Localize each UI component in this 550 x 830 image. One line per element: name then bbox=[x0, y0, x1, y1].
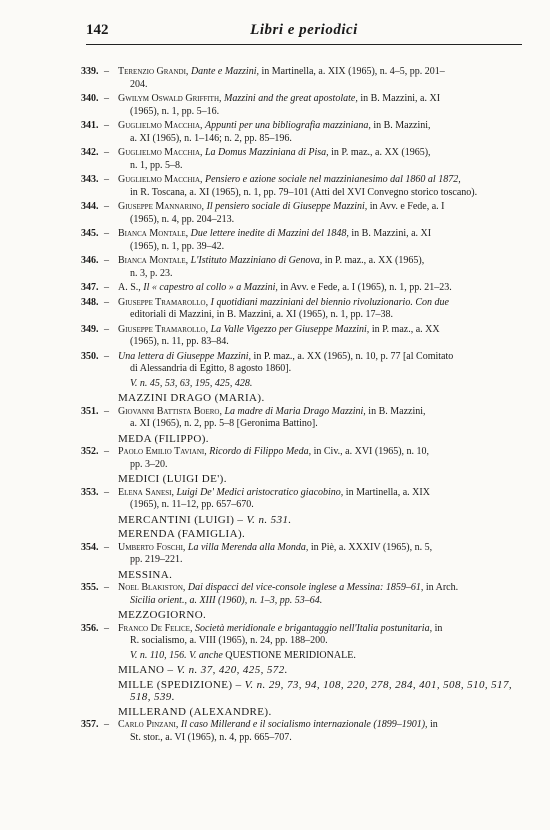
section-heading: MAZZINI DRAGO (MARIA). bbox=[118, 392, 265, 404]
entry-number: 342. bbox=[81, 147, 99, 158]
page-number: 142 bbox=[86, 22, 109, 38]
entry-author: Gwilym Oswald Griffith, bbox=[118, 93, 222, 104]
section-heading: MEZZOGIORNO. bbox=[118, 609, 207, 621]
bib-entry: 339. – Terenzio Grandi, Dante e Mazzini, in Martinella, a. XIX (1965), n. 4–5, pp. 201– 204. bbox=[84, 66, 532, 91]
entry-source-cont: n. 1, pp. 5–8. bbox=[130, 159, 183, 171]
entry-author: Giuseppe Tramarollo, bbox=[118, 323, 209, 335]
entry-source-cont: in R. Toscana, a. XI (1965), n. 1, pp. 79–101 (Atti del XVI Convegno storico toscano). bbox=[130, 186, 478, 198]
bib-entry: 345. – Bianca Montale, Due lettere inedite di Mazzini del 1848, in B. Mazzini, a. XI (1965), n. 1, pp. 39–42. bbox=[84, 228, 532, 253]
section-heading: MILANO – V. n. 37, 420, 425, 572. bbox=[118, 664, 288, 676]
bib-entry: 343. – Guglielmo Macchia, Pensiero e azione sociale nel mazzinianesimo dal 1860 al 1872, in R. Toscana, a. XI (1965), n. 1, pp. 79–101 (Atti del XVI Convegno storico toscano). bbox=[84, 174, 532, 199]
entry-author: Giuseppe Tramarollo, bbox=[118, 296, 209, 308]
entry-number: 345. bbox=[81, 228, 99, 239]
entry-title: I quotidiani mazziniani del biennio rivoluzionario. Con due bbox=[210, 296, 449, 308]
entry-title: Il « capestro al collo » a Mazzini, bbox=[143, 282, 278, 293]
entry-number: 348. bbox=[81, 296, 99, 308]
bib-entry: 356. – Franco De Felice, Società meridionale e brigantaggio nell'Italia postunitaria, in R. socialismo, a. VIII (1965), n. 24, pp. 188–200. bbox=[81, 622, 443, 646]
entry-source: in B. Mazzini, bbox=[373, 120, 431, 131]
entry-author: Guglielmo Macchia, bbox=[118, 147, 203, 158]
entry-number: 341. bbox=[81, 120, 99, 131]
entry-title: La Valle Vigezzo per Giuseppe Mazzini, bbox=[210, 323, 370, 335]
entry-number: 346. bbox=[81, 255, 99, 266]
entry-source-cont: (1965), n. 4, pp. 204–213. bbox=[130, 213, 235, 225]
entry-author: Bianca Montale, bbox=[118, 228, 189, 239]
section-heading: MERENDA (FAMIGLIA). bbox=[118, 528, 246, 540]
entry-title: Il pensiero sociale di Giuseppe Mazzini, bbox=[206, 201, 368, 212]
running-title: Libri e periodici bbox=[250, 22, 358, 38]
entry-number: 343. bbox=[81, 174, 99, 185]
bib-entry: 347. – A. S., Il « capestro al collo » a Mazzini, in Avv. e Fede, a. I (1965), n. 1, pp. 21–23. bbox=[81, 282, 452, 293]
entry-source: in P. maz., a. XX (1965), bbox=[324, 255, 425, 266]
entry-title: Dante e Mazzini, bbox=[190, 66, 259, 77]
entry-title: Appunti per una bibliografia mazziniana, bbox=[205, 120, 371, 131]
section-heading: MERCANTINI (LUIGI) – V. n. 531. bbox=[118, 513, 292, 526]
entry-source: in P. maz., a. XX bbox=[371, 323, 440, 335]
entry-source: in P. maz., a. XX (1965), bbox=[331, 147, 431, 158]
entry-source: in B. Mazzini, a. XI bbox=[360, 93, 441, 104]
entry-number: 340. bbox=[81, 93, 99, 104]
entry-number: 339. bbox=[81, 66, 99, 77]
entry-source-cont: (1965), n. 1, pp. 5–16. bbox=[130, 105, 220, 117]
entry-author: Bianca Montale, bbox=[118, 255, 189, 266]
entry-source-cont: (1965), n. 1, pp. 39–42. bbox=[130, 240, 225, 252]
entry-source-cont: di Alessandria di Egitto, 8 agosto 1860]. bbox=[130, 363, 292, 374]
entry-title: Pensiero e azione sociale nel mazzinianesimo dal 1860 al 1872, bbox=[205, 174, 461, 185]
bib-entry: 355. – Noel Blakiston, Dai dispacci del vice-console inglese a Messina: 1859–61, in Arch. Sicilia orient., a. XIII (1960), n. 1–3, pp. 53–64. bbox=[81, 582, 459, 606]
entry-author: Giuseppe Mannarino, bbox=[118, 201, 205, 212]
cross-reference: V. n. 45, 53, 63, 195, 425, 428. bbox=[130, 377, 253, 389]
entry-author: A. S., bbox=[118, 282, 141, 293]
entry-title: L'Istituto Mazziniano di Genova, bbox=[190, 255, 323, 266]
entry-source-cont: a. XI (1965), n. 1–146; n. 2, pp. 85–196. bbox=[130, 132, 292, 144]
entry-title: Una lettera di Giuseppe Mazzini, bbox=[118, 350, 252, 362]
entry-source-cont: (1965), n. 11, pp. 83–84. bbox=[130, 336, 229, 347]
cross-reference: V. n. 110, 156. V. anche QUESTIONE MERIDIONALE. bbox=[130, 649, 356, 661]
entry-author: Guglielmo Macchia, bbox=[118, 120, 203, 131]
entry-author: Guglielmo Macchia, bbox=[118, 174, 203, 185]
entry-title: Mazzini and the great apostolate, bbox=[224, 93, 358, 104]
bib-entry: 342. – Guglielmo Macchia, La Domus Mazziniana di Pisa, in P. maz., a. XX (1965), n. 1, pp. 5–8. bbox=[84, 147, 532, 172]
entry-source-cont: 204. bbox=[130, 78, 148, 90]
section-heading: MILLERAND (ALEXANDRE). bbox=[118, 705, 272, 718]
section-heading: MEDA (FILIPPO). bbox=[118, 432, 209, 445]
bibliography-content bbox=[81, 66, 532, 746]
bib-entry: 353. – Elena Sanesi, Luigi De' Medici aristocratico giacobino, in Martinella, a. XIX (1965), n. 11–12, pp. 657–670. bbox=[81, 486, 430, 510]
entry-source-cont: n. 3, p. 23. bbox=[130, 267, 173, 279]
entry-number: 349. bbox=[81, 323, 99, 335]
entry-title: Due lettere inedite di Mazzini del 1848, bbox=[190, 228, 349, 239]
bib-entry: 349. – Giuseppe Tramarollo, La Valle Vigezzo per Giuseppe Mazzini, in P. maz., a. XX (1965), n. 11, pp. 83–84. bbox=[84, 324, 532, 349]
section-heading: MEDICI (LUIGI DE'). bbox=[118, 473, 227, 485]
bib-entry: 357. – Carlo Pinzani, Il caso Millerand e il socialismo internazionale (1899–1901), in St. stor., a. VI (1965), n. 4, pp. 665–707. bbox=[81, 719, 438, 743]
bib-entry: 351. – Giovanni Battista Boero, La madre di Maria Drago Mazzini, in B. Mazzini, a. XI (1965), n. 2, pp. 5–8 [Geronima Battino]. bbox=[81, 405, 426, 429]
bib-entry: 352. – Paolo Emilio Taviani, Ricordo di Filippo Meda, in Civ., a. XVI (1965), n. 10, pp. 3–20. bbox=[81, 446, 430, 470]
bib-entry: 340. – Gwilym Oswald Griffith, Mazzini and the great apostolate, in B. Mazzini, a. XI (1965), n. 1, pp. 5–16. bbox=[84, 93, 532, 118]
bib-entry: 346. – Bianca Montale, L'Istituto Mazziniano di Genova, in P. maz., a. XX (1965), n. 3, p. 23. bbox=[84, 255, 532, 280]
bib-entry: 341. – Guglielmo Macchia, Appunti per una bibliografia mazziniana, in B. Mazzini, a. XI (1965), n. 1–146; n. 2, pp. 85–196. bbox=[84, 120, 532, 145]
bib-entry: 350. – Una lettera di Giuseppe Mazzini, in P. maz., a. XX (1965), n. 10, p. 77 [al Comitato di Alessandria di Egitto, 8 agosto 1860]. bbox=[84, 351, 532, 376]
section-heading: MILLE (SPEDIZIONE) – V. n. 29, 73, 94, 108, 220, 278, 284, 401, 508, 510, 517, 518, 539. bbox=[118, 678, 512, 703]
entry-number: 347. bbox=[81, 282, 99, 293]
entry-source: in Avv. e Fede, a. I (1965), n. 1, pp. 21–23. bbox=[280, 282, 452, 293]
entry-title: La Domus Mazziniana di Pisa, bbox=[205, 147, 329, 158]
entry-source-cont: editoriali di Mazzini, in B. Mazzini, a. XI (1965), n. 1, pp. 17–38. bbox=[130, 309, 394, 320]
entry-list bbox=[81, 66, 532, 376]
bib-entry: 344. – Giuseppe Mannarino, Il pensiero sociale di Giuseppe Mazzini, in Avv. e Fede, a. I (1965), n. 4, pp. 204–213. bbox=[84, 201, 532, 226]
entry-source: in P. maz., a. XX (1965), n. 10, p. 77 [al Comitato bbox=[253, 350, 454, 362]
entry-author: Terenzio Grandi, bbox=[118, 66, 189, 77]
bib-entry: 348. – Giuseppe Tramarollo, I quotidiani mazziniani del biennio rivoluzionario. Con due editoriali di Mazzini, in B. Mazzini, a. XI (1965), n. 1, pp. 17–38. bbox=[84, 297, 532, 322]
entry-source: in Martinella, a. XIX (1965), n. 4–5, pp. 201– bbox=[261, 66, 445, 77]
section-heading: MESSINA. bbox=[118, 568, 173, 581]
page-header bbox=[86, 22, 522, 45]
entry-source: in B. Mazzini, a. XI bbox=[351, 228, 432, 239]
entry-source: in Avv. e Fede, a. I bbox=[369, 201, 445, 212]
entry-number: 350. bbox=[81, 350, 99, 362]
entry-number: 344. bbox=[81, 201, 99, 212]
bib-entry: 354. – Umberto Foschi, La villa Merenda alla Monda, in Piè, a. XXXIV (1965), n. 5, pp. 219–221. bbox=[81, 541, 433, 565]
